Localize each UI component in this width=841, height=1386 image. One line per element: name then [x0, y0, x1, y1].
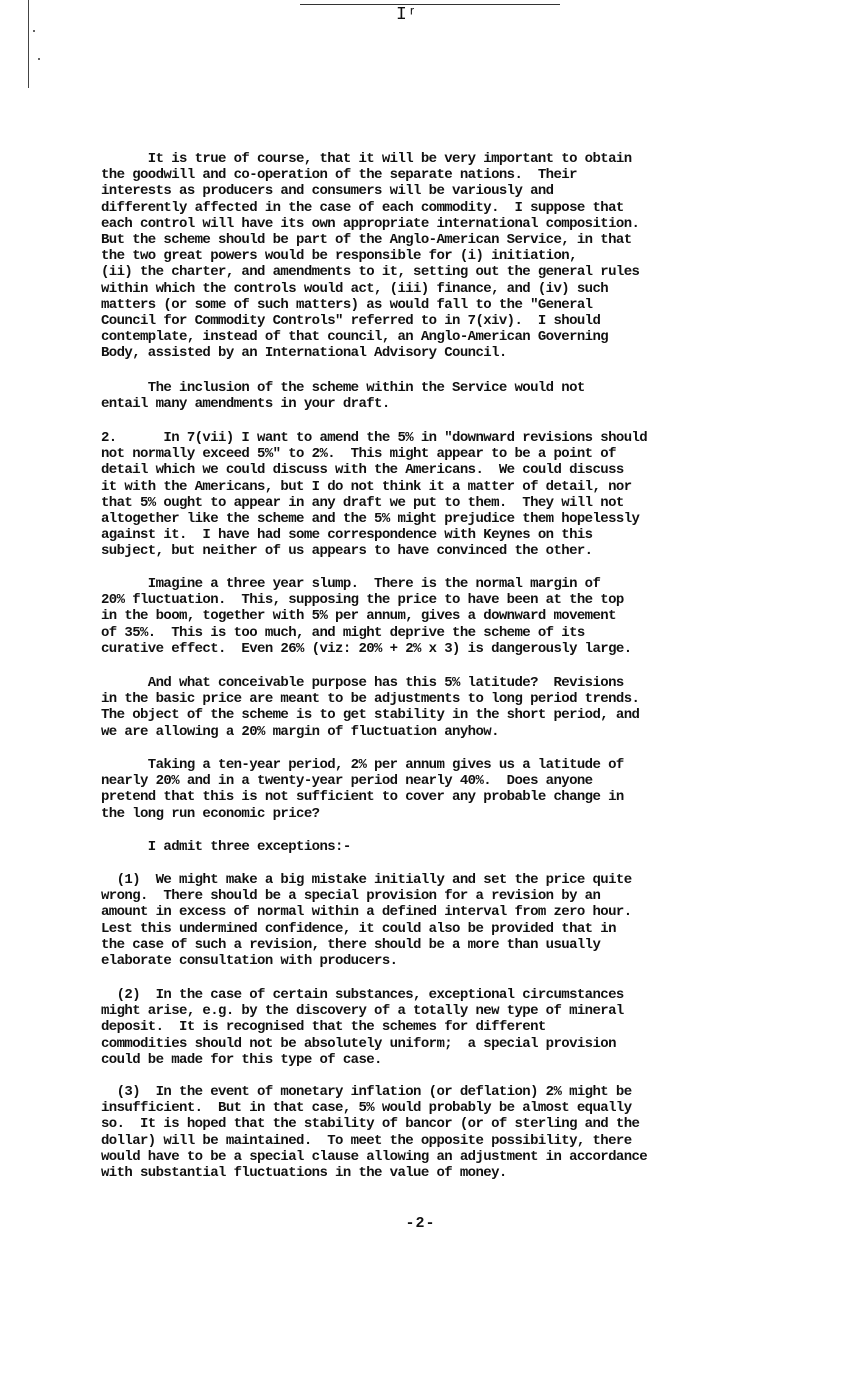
- paragraph-ten-year: Taking a ten-year period, 2% per annum gives us a latitude of nearly 20% and in a twenty-year period nearly 40%. Does anyone pretend that this is not sufficient to cover any probable change in the long run economic price?: [101, 757, 624, 822]
- paragraph-section-2: 2. In 7(vii) I want to amend the 5% in "downward revisions should not normally exceed 5%" to 2%. This might appear to be a point of detail which we could discuss with the Americans. We could discuss it with the Americans, but I do not think it a matter of detail, nor that 5% ought to appear in any draft we put to them. They will not altogether like the scheme and the 5% might prejudice them hopelessly against it. I have had some correspondence with Keynes on this subject, but neither of us appears to have convinced the other.: [101, 430, 648, 560]
- paragraph-inclusion: The inclusion of the scheme within the Service would not entail many amendments in your draft.: [101, 380, 585, 413]
- paragraph-exception-1: (1) We might make a big mistake initially and set the price quite wrong. There should be a special provision for a revision by an amount in excess of normal within a defined interval from zero hour. Lest this undermined confidence, it could also be provided that in the case of such a revision, there should be a more than usually elaborate consultation with producers.: [101, 872, 632, 970]
- page-edge-line: [28, 0, 29, 88]
- paragraph-exception-2: (2) In the case of certain substances, exceptional circumstances might arise, e.g. by the discovery of a totally new type of mineral deposit. It is recognised that the schemes for different commodities should not be absolutely uniform; a special provision could be made for this type of case.: [101, 987, 624, 1068]
- page-number: -2-: [405, 1215, 436, 1232]
- scan-speck: [33, 30, 35, 32]
- top-rule: [300, 4, 560, 5]
- paragraph-latitude: And what conceivable purpose has this 5% latitude? Revisions in the basic price are meant to be adjustments to long period trends. The object of the scheme is to get stability in the short period, and we are allowing a 20% margin of fluctuation anyhow.: [101, 675, 640, 740]
- top-mark: Iʳ: [396, 5, 418, 25]
- paragraph-intro: It is true of course, that it will be very important to obtain the goodwill and co-operation of the separate nations. Their interests as producers and consumers will be variously and differently affected in the case of each commodity. I suppose that each control will have its own appropriate international composition. But the scheme should be part of the Anglo-American Service, in that the two great powers would be responsible for (i) initiation, (ii) the charter, and amendments to it, setting out the general rules within which the controls would act, (iii) finance, and (iv) such matters (or some of such matters) as would fall to the "General Council for Commodity Controls" referred to in 7(xiv). I should contemplate, instead of that council, an Anglo-American Governing Body, assisted by an International Advisory Council.: [101, 151, 640, 362]
- paragraph-exceptions-intro: I admit three exceptions:-: [101, 839, 351, 855]
- scan-speck: [38, 58, 40, 60]
- paragraph-exception-3: (3) In the event of monetary inflation (or deflation) 2% might be insufficient. But in that case, 5% would probably be almost equally so. It is hoped that the stability of bancor (or of sterling and the dollar) will be maintained. To meet the opposite possibility, there would have to be a special clause allowing an adjustment in accordance with substantial fluctuations in the value of money.: [101, 1084, 648, 1182]
- paragraph-slump: Imagine a three year slump. There is the normal margin of 20% fluctuation. This, supposing the price to have been at the top in the boom, together with 5% per annum, gives a downward movement of 35%. This is too much, and might deprive the scheme of its curative effect. Even 26% (viz: 20% + 2% x 3) is dangerously large.: [101, 576, 632, 657]
